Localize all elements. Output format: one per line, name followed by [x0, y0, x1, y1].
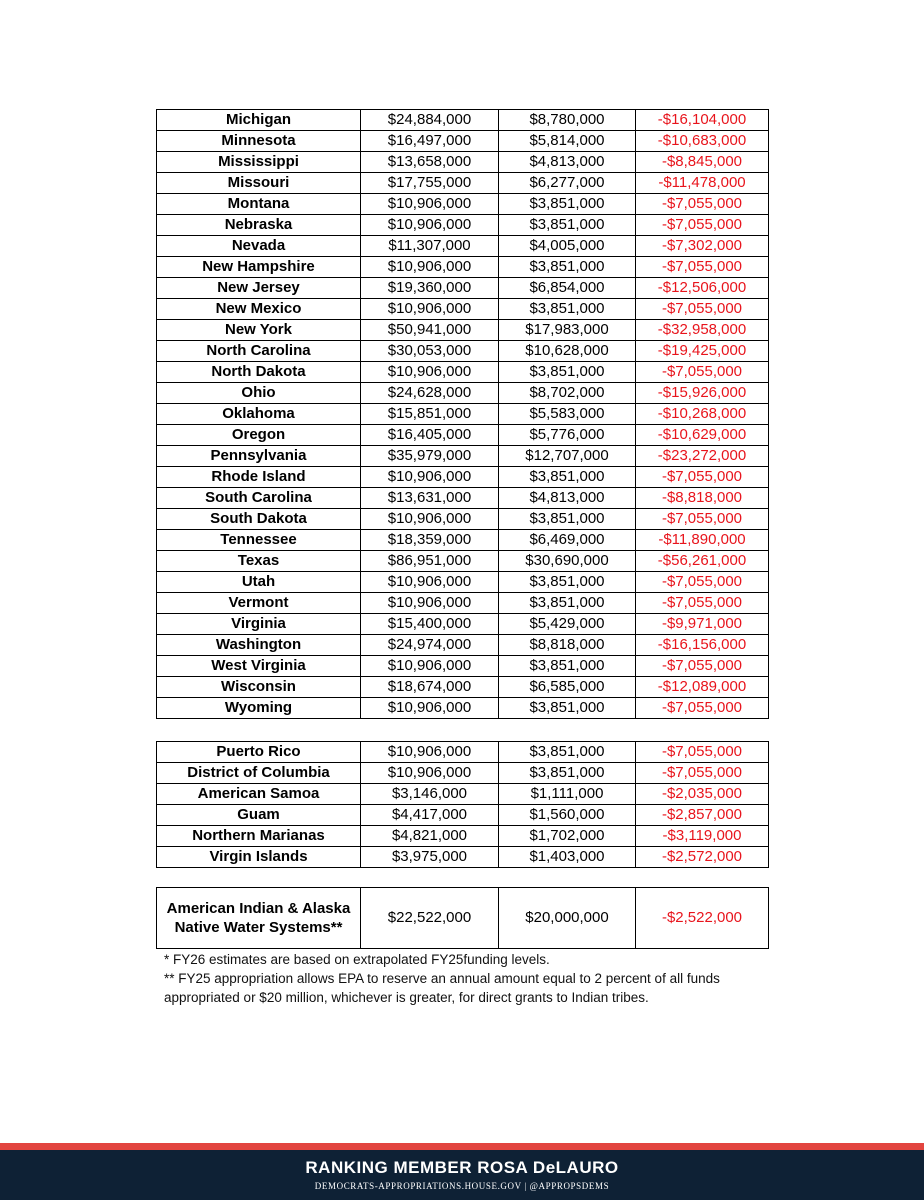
- table-row: [157, 257, 769, 278]
- state-cell: West Virginia: [157, 656, 361, 677]
- diff-cell: -$7,055,000: [636, 656, 769, 677]
- state-cell: District of Columbia: [157, 763, 361, 784]
- table-row: [157, 784, 769, 805]
- fy26-cell: $1,403,000: [499, 847, 636, 868]
- diff-cell: -$9,971,000: [636, 614, 769, 635]
- state-cell: New York: [157, 320, 361, 341]
- state-cell: Oklahoma: [157, 404, 361, 425]
- diff-cell: -$23,272,000: [636, 446, 769, 467]
- fy26-cell: $8,702,000: [499, 383, 636, 404]
- diff-cell: -$7,055,000: [636, 299, 769, 320]
- fy25-cell: $86,951,000: [361, 551, 499, 572]
- state-cell: Wisconsin: [157, 677, 361, 698]
- diff-cell: -$8,818,000: [636, 488, 769, 509]
- table-row: [157, 404, 769, 425]
- table-row: [157, 173, 769, 194]
- fy26-cell: $5,814,000: [499, 131, 636, 152]
- table-row: [157, 593, 769, 614]
- diff-cell: -$2,572,000: [636, 847, 769, 868]
- fy26-cell: $8,780,000: [499, 110, 636, 131]
- fy25-cell: $18,359,000: [361, 530, 499, 551]
- table-row: [157, 383, 769, 404]
- footer-banner: [0, 1150, 924, 1200]
- fy26-cell: $6,469,000: [499, 530, 636, 551]
- state-cell: Northern Marianas: [157, 826, 361, 847]
- fy25-cell: $4,821,000: [361, 826, 499, 847]
- state-cell: Oregon: [157, 425, 361, 446]
- state-cell: Puerto Rico: [157, 742, 361, 763]
- table-row: [157, 698, 769, 719]
- fy26-cell: $1,560,000: [499, 805, 636, 826]
- fy26-cell: $3,851,000: [499, 467, 636, 488]
- fy25-cell: $18,674,000: [361, 677, 499, 698]
- fy26-cell: $3,851,000: [499, 593, 636, 614]
- state-cell: Virgin Islands: [157, 847, 361, 868]
- footnote-estimates: * FY26 estimates are based on extrapolated FY25funding levels.: [164, 952, 550, 967]
- state-cell: Nebraska: [157, 215, 361, 236]
- table-row: [157, 425, 769, 446]
- diff-cell: -$19,425,000: [636, 341, 769, 362]
- state-cell: Tennessee: [157, 530, 361, 551]
- state-cell: Mississippi: [157, 152, 361, 173]
- diff-cell: -$7,055,000: [636, 362, 769, 383]
- fy26-cell: $3,851,000: [499, 698, 636, 719]
- fy25-cell: $35,979,000: [361, 446, 499, 467]
- diff-cell: -$2,522,000: [636, 888, 769, 949]
- table-row: [157, 656, 769, 677]
- fy25-cell: $16,497,000: [361, 131, 499, 152]
- table-row: [157, 635, 769, 656]
- fy25-cell: $10,906,000: [361, 194, 499, 215]
- fy25-cell: $10,906,000: [361, 572, 499, 593]
- fy25-cell: $3,975,000: [361, 847, 499, 868]
- footnotes: [164, 950, 764, 1007]
- table-row: [157, 488, 769, 509]
- fy26-cell: $3,851,000: [499, 194, 636, 215]
- state-cell: South Carolina: [157, 488, 361, 509]
- diff-cell: -$2,035,000: [636, 784, 769, 805]
- fy25-cell: $16,405,000: [361, 425, 499, 446]
- table-row: [157, 278, 769, 299]
- diff-cell: -$12,089,000: [636, 677, 769, 698]
- diff-cell: -$7,055,000: [636, 742, 769, 763]
- fy25-cell: $15,400,000: [361, 614, 499, 635]
- fy26-cell: $3,851,000: [499, 509, 636, 530]
- table-row: [157, 614, 769, 635]
- fy26-cell: $3,851,000: [499, 763, 636, 784]
- diff-cell: -$3,119,000: [636, 826, 769, 847]
- table-row: [157, 742, 769, 763]
- state-cell: Minnesota: [157, 131, 361, 152]
- footer-subtitle: DEMOCRATS-APPROPRIATIONS.HOUSE.GOV | @APPROPSDEMS: [314, 1181, 610, 1191]
- fy25-cell: $3,146,000: [361, 784, 499, 805]
- diff-cell: -$7,055,000: [636, 467, 769, 488]
- fy25-cell: $19,360,000: [361, 278, 499, 299]
- tribal-funding-table: [156, 887, 769, 949]
- state-cell: New Jersey: [157, 278, 361, 299]
- diff-cell: -$7,055,000: [636, 572, 769, 593]
- fy26-cell: $3,851,000: [499, 656, 636, 677]
- diff-cell: -$16,156,000: [636, 635, 769, 656]
- fy25-cell: $10,906,000: [361, 299, 499, 320]
- tribal-table-body: [157, 888, 769, 949]
- fy25-cell: $10,906,000: [361, 467, 499, 488]
- fy26-cell: $1,702,000: [499, 826, 636, 847]
- fy26-cell: $20,000,000: [499, 888, 636, 949]
- fy25-cell: $24,884,000: [361, 110, 499, 131]
- table-row: [157, 763, 769, 784]
- fy25-cell: $4,417,000: [361, 805, 499, 826]
- state-cell: Ohio: [157, 383, 361, 404]
- table-row: [157, 110, 769, 131]
- table-row: [157, 805, 769, 826]
- fy26-cell: $6,277,000: [499, 173, 636, 194]
- fy25-cell: $13,658,000: [361, 152, 499, 173]
- states-funding-table: [156, 109, 769, 719]
- state-cell: Virginia: [157, 614, 361, 635]
- fy26-cell: $5,583,000: [499, 404, 636, 425]
- fy26-cell: $12,707,000: [499, 446, 636, 467]
- table-row: [157, 530, 769, 551]
- fy26-cell: $3,851,000: [499, 299, 636, 320]
- fy25-cell: $30,053,000: [361, 341, 499, 362]
- fy26-cell: $30,690,000: [499, 551, 636, 572]
- fy26-cell: $3,851,000: [499, 572, 636, 593]
- fy25-cell: $11,307,000: [361, 236, 499, 257]
- fy26-cell: $3,851,000: [499, 362, 636, 383]
- fy25-cell: $13,631,000: [361, 488, 499, 509]
- diff-cell: -$32,958,000: [636, 320, 769, 341]
- table-row: [157, 446, 769, 467]
- table-row: [157, 341, 769, 362]
- footer-title: RANKING MEMBER ROSA DeLAURO: [305, 1158, 619, 1177]
- diff-cell: -$16,104,000: [636, 110, 769, 131]
- fy25-cell: $22,522,000: [361, 888, 499, 949]
- table-row: [157, 467, 769, 488]
- table-row: [157, 152, 769, 173]
- fy26-cell: $3,851,000: [499, 742, 636, 763]
- fy25-cell: $50,941,000: [361, 320, 499, 341]
- state-cell: Wyoming: [157, 698, 361, 719]
- fy26-cell: $3,851,000: [499, 215, 636, 236]
- table-row: [157, 131, 769, 152]
- table-row: [157, 215, 769, 236]
- table-row: [157, 847, 769, 868]
- state-cell: Rhode Island: [157, 467, 361, 488]
- table-row: [157, 551, 769, 572]
- territories-table-body: [157, 742, 769, 868]
- fy26-cell: $5,429,000: [499, 614, 636, 635]
- states-table-body: [157, 110, 769, 719]
- state-cell: Utah: [157, 572, 361, 593]
- fy26-cell: $1,111,000: [499, 784, 636, 805]
- fy25-cell: $10,906,000: [361, 656, 499, 677]
- fy25-cell: $10,906,000: [361, 257, 499, 278]
- fy25-cell: $10,906,000: [361, 742, 499, 763]
- state-cell: Montana: [157, 194, 361, 215]
- diff-cell: -$12,506,000: [636, 278, 769, 299]
- diff-cell: -$56,261,000: [636, 551, 769, 572]
- diff-cell: -$15,926,000: [636, 383, 769, 404]
- fy26-cell: $4,813,000: [499, 152, 636, 173]
- fy26-cell: $10,628,000: [499, 341, 636, 362]
- state-cell: Pennsylvania: [157, 446, 361, 467]
- state-cell: New Hampshire: [157, 257, 361, 278]
- state-cell: Michigan: [157, 110, 361, 131]
- diff-cell: -$7,055,000: [636, 194, 769, 215]
- state-cell: North Dakota: [157, 362, 361, 383]
- table-row: [157, 826, 769, 847]
- fy26-cell: $8,818,000: [499, 635, 636, 656]
- diff-cell: -$10,268,000: [636, 404, 769, 425]
- diff-cell: -$8,845,000: [636, 152, 769, 173]
- diff-cell: -$7,055,000: [636, 698, 769, 719]
- fy25-cell: $10,906,000: [361, 763, 499, 784]
- territories-funding-table: [156, 741, 769, 868]
- state-cell: American Samoa: [157, 784, 361, 805]
- fy26-cell: $5,776,000: [499, 425, 636, 446]
- state-cell: American Indian & Alaska Native Water Systems**: [157, 888, 361, 949]
- table-row: [157, 572, 769, 593]
- fy25-cell: $15,851,000: [361, 404, 499, 425]
- diff-cell: -$10,629,000: [636, 425, 769, 446]
- state-cell: Missouri: [157, 173, 361, 194]
- fy26-cell: $6,854,000: [499, 278, 636, 299]
- table-row: [157, 677, 769, 698]
- diff-cell: -$7,055,000: [636, 215, 769, 236]
- state-cell: Guam: [157, 805, 361, 826]
- fy26-cell: $3,851,000: [499, 257, 636, 278]
- state-cell: North Carolina: [157, 341, 361, 362]
- state-cell: Washington: [157, 635, 361, 656]
- diff-cell: -$7,055,000: [636, 763, 769, 784]
- fy26-cell: $4,005,000: [499, 236, 636, 257]
- diff-cell: -$11,478,000: [636, 173, 769, 194]
- table-row: [157, 299, 769, 320]
- table-row: [157, 194, 769, 215]
- fy25-cell: $24,628,000: [361, 383, 499, 404]
- state-cell: Vermont: [157, 593, 361, 614]
- state-cell: South Dakota: [157, 509, 361, 530]
- diff-cell: -$7,302,000: [636, 236, 769, 257]
- diff-cell: -$11,890,000: [636, 530, 769, 551]
- table-row: [157, 236, 769, 257]
- diff-cell: -$10,683,000: [636, 131, 769, 152]
- footer-accent-line: [0, 1143, 924, 1150]
- fy25-cell: $17,755,000: [361, 173, 499, 194]
- fy26-cell: $17,983,000: [499, 320, 636, 341]
- diff-cell: -$7,055,000: [636, 593, 769, 614]
- fy25-cell: $10,906,000: [361, 698, 499, 719]
- table-row: [157, 362, 769, 383]
- diff-cell: -$7,055,000: [636, 509, 769, 530]
- fy25-cell: $10,906,000: [361, 362, 499, 383]
- fy25-cell: $10,906,000: [361, 215, 499, 236]
- state-cell: New Mexico: [157, 299, 361, 320]
- fy25-cell: $10,906,000: [361, 509, 499, 530]
- diff-cell: -$2,857,000: [636, 805, 769, 826]
- fy26-cell: $4,813,000: [499, 488, 636, 509]
- state-cell: Texas: [157, 551, 361, 572]
- table-row: [157, 320, 769, 341]
- table-row: [157, 888, 769, 949]
- diff-cell: -$7,055,000: [636, 257, 769, 278]
- fy25-cell: $10,906,000: [361, 593, 499, 614]
- fy25-cell: $24,974,000: [361, 635, 499, 656]
- fy26-cell: $6,585,000: [499, 677, 636, 698]
- state-cell: Nevada: [157, 236, 361, 257]
- table-row: [157, 509, 769, 530]
- footnote-tribal-reserve: ** FY25 appropriation allows EPA to reserve an annual amount equal to 2 percent of all funds appropriated or $20 million, whichever is greater, for direct grants to Indian tribes.: [164, 971, 720, 1005]
